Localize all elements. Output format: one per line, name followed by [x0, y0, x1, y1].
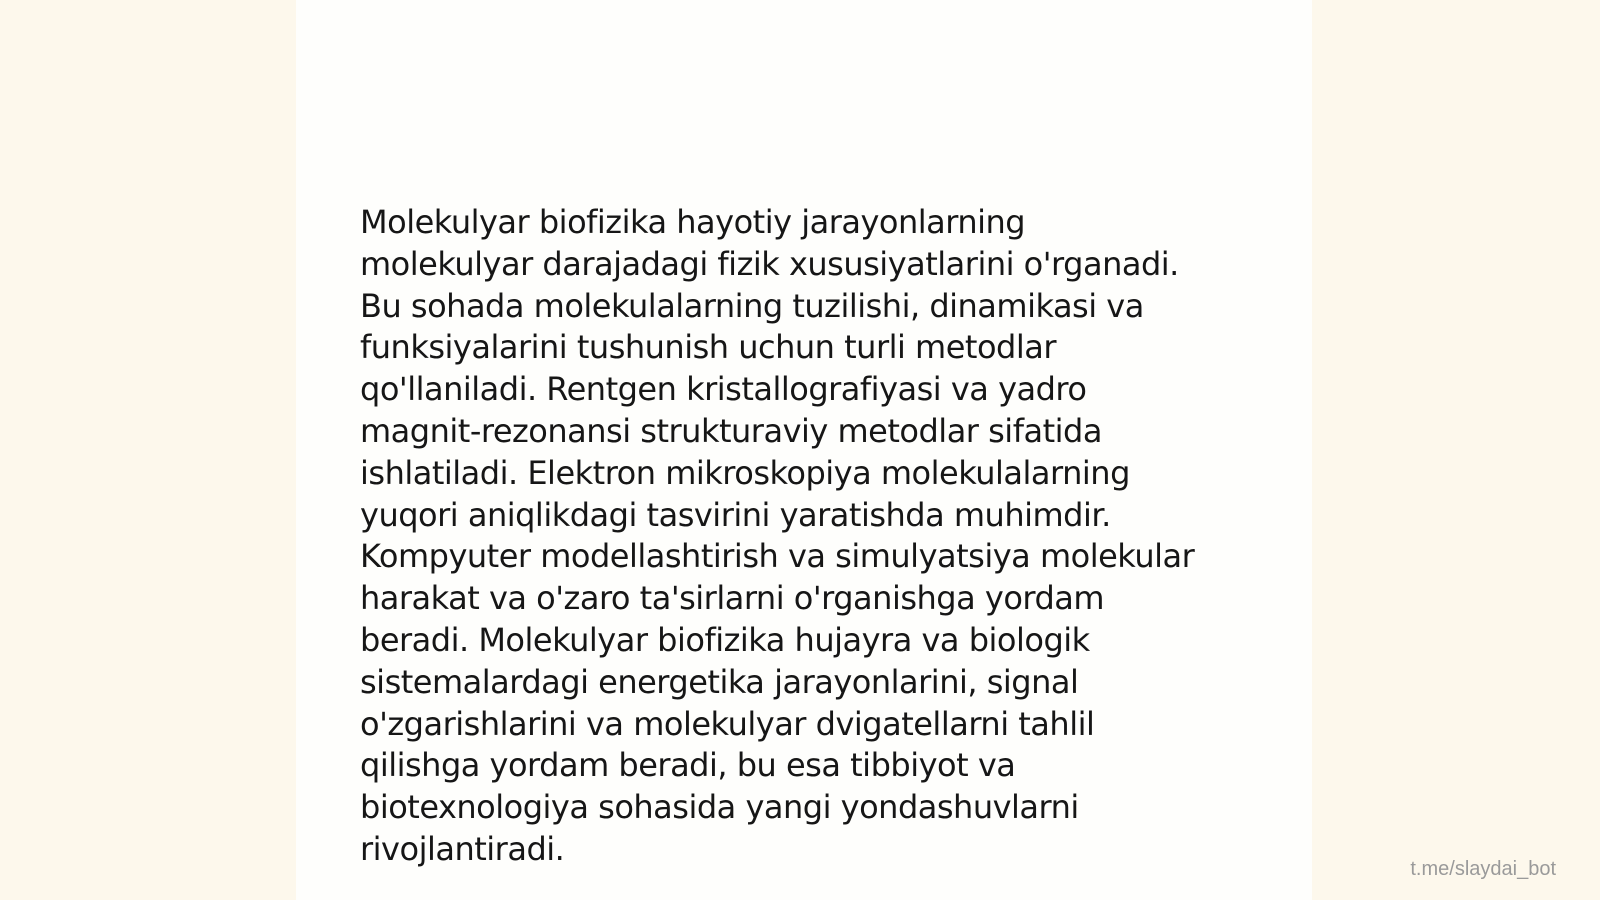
paragraph-line: Kompyuter modellashtirish va simulyatsiya molekular	[360, 537, 1195, 576]
paragraph-line: harakat va o'zaro ta'sirlarni o'rganishga yordam	[360, 579, 1105, 618]
paragraph-line: o'zgarishlarini va molekulyar dvigatellarni tahlil	[360, 704, 1095, 743]
paragraph-line: qilishga yordam beradi, bu esa tibbiyot va	[360, 746, 1016, 785]
paragraph-line: sistemalardagi energetika jarayonlarini, signal	[360, 662, 1079, 701]
paragraph-line: rivojlantiradi.	[360, 829, 565, 868]
paragraph-line: magnit-rezonansi strukturaviy metodlar sifatida	[360, 411, 1102, 450]
paragraph-line: molekulyar darajadagi fizik xususiyatlarini o'rganadi.	[360, 244, 1179, 283]
paragraph-line: beradi. Molekulyar biofizika hujayra va biologik	[360, 620, 1090, 659]
body-paragraph	[360, 202, 1260, 871]
paragraph-line: yuqori aniqlikdagi tasvirini yaratishda muhimdir.	[360, 495, 1111, 534]
paragraph-line: qo'llaniladi. Rentgen kristallografiyasi va yadro	[360, 370, 1087, 409]
paragraph-line: Bu sohada molekulalarning tuzilishi, dinamikasi va	[360, 286, 1144, 325]
paragraph-line: ishlatiladi. Elektron mikroskopiya molekulalarning	[360, 453, 1130, 492]
paragraph-line: biotexnologiya sohasida yangi yondashuvlarni	[360, 788, 1079, 827]
watermark-link[interactable]: t.me/slaydai_bot	[1410, 858, 1556, 880]
paragraph-line: funksiyalarini tushunish uchun turli metodlar	[360, 328, 1056, 367]
paragraph-line: Molekulyar biofizika hayotiy jarayonlarning	[360, 203, 1026, 241]
